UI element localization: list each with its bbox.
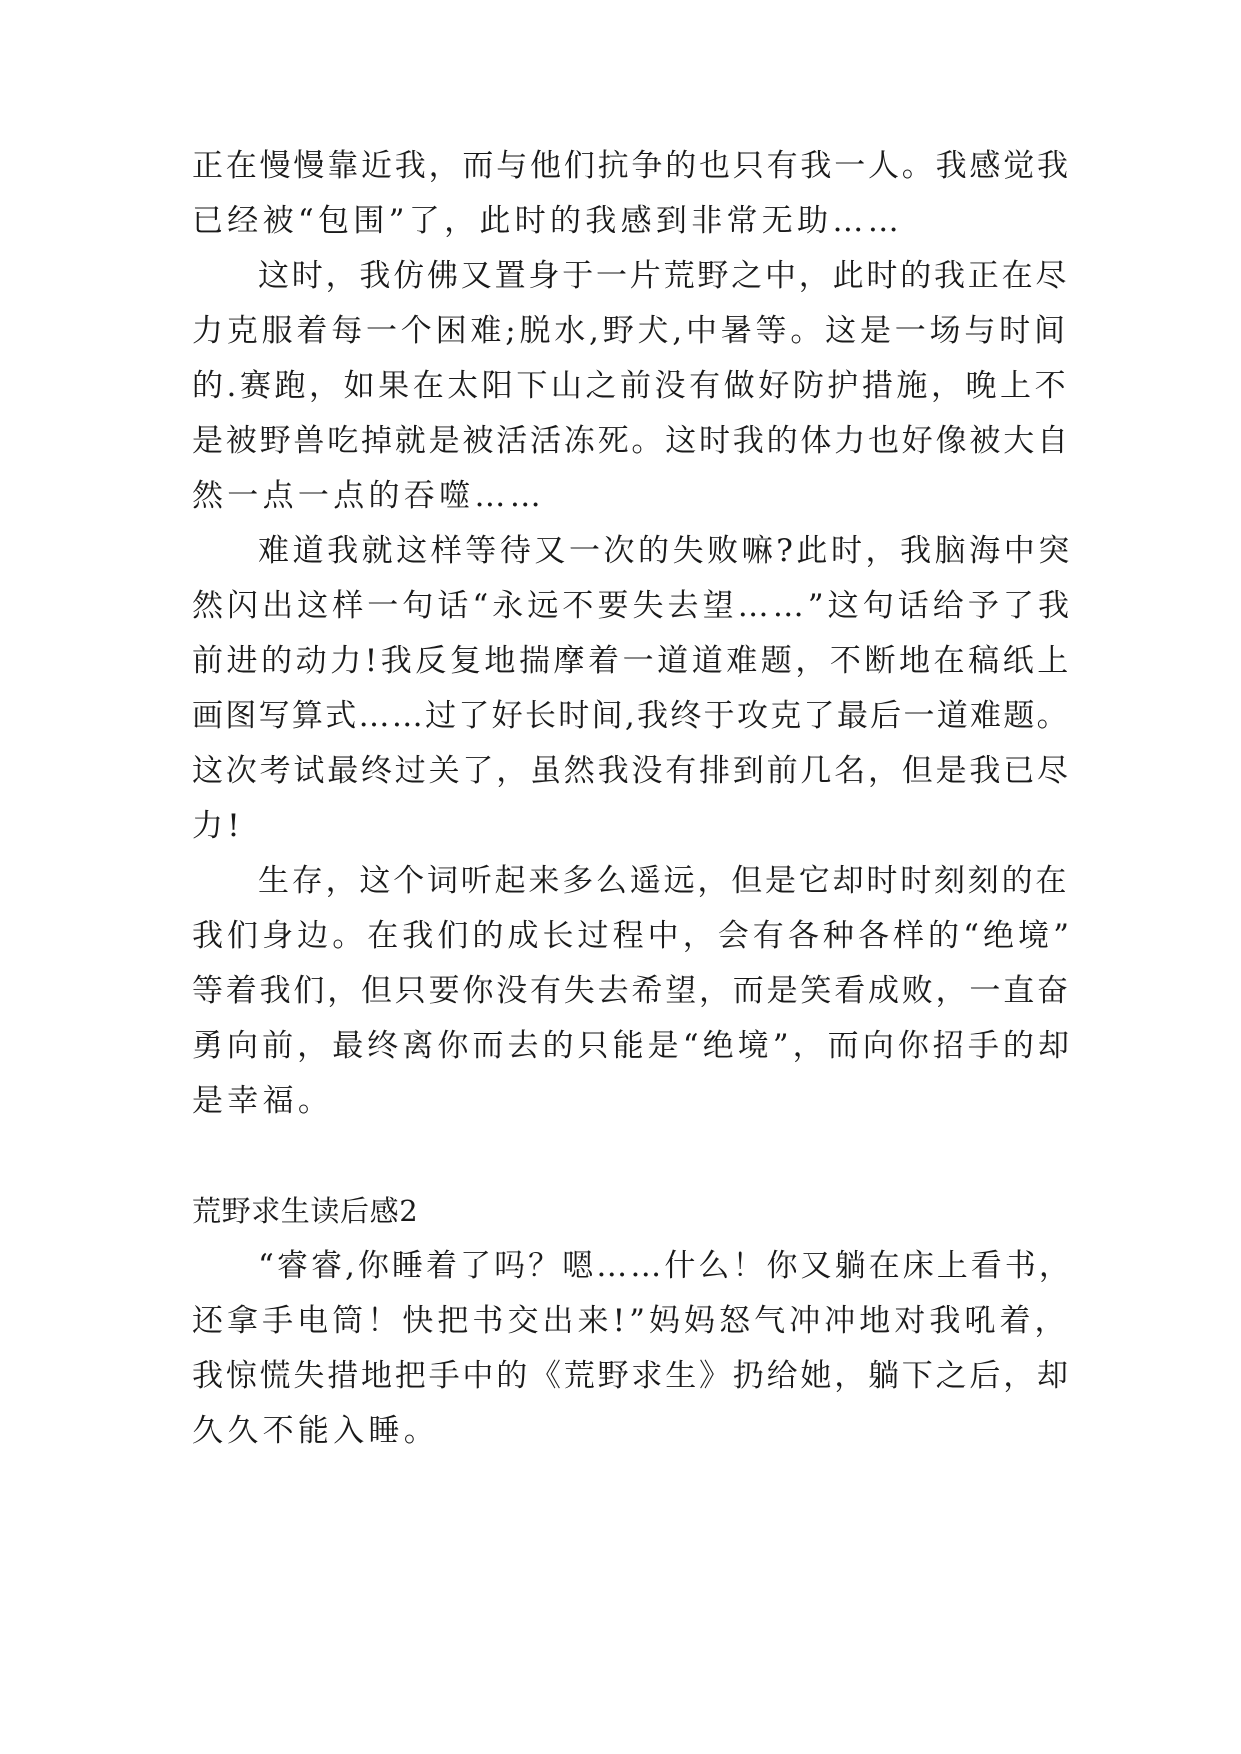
text-line: 力克服着每一个困难;脱水,野犬,中暑等。这是一场与时间 (192, 313, 1069, 349)
section-title: 荒野求生读后感2 (192, 1194, 419, 1228)
text-line: 已经被“包围”了，此时的我感到非常无助…… (192, 203, 903, 239)
text-line: 力! (192, 808, 245, 844)
text-line: 生存，这个词听起来多么遥远，但是它却时时刻刻的在 (258, 863, 1070, 899)
text-line: 还拿手电筒！快把书交出来!”妈妈怒气冲冲地对我吼着， (192, 1303, 1070, 1339)
text-line: 我们身边。在我们的成长过程中，会有各种各样的“绝境” (192, 918, 1073, 954)
text-line: 的.赛跑，如果在太阳下山之前没有做好防护措施，晚上不 (192, 368, 1070, 404)
text-line: 画图写算式……过了好长时间,我终于攻克了最后一道难题。 (192, 698, 1070, 734)
text-line: 难道我就这样等待又一次的失败嘛?此时，我脑海中突 (258, 533, 1073, 569)
text-line: 正在慢慢靠近我，而与他们抗争的也只有我一人。我感觉我 (192, 148, 1071, 184)
text-line: 我惊慌失措地把手中的《荒野求生》扔给她，躺下之后，却 (192, 1358, 1071, 1394)
text-line: 久久不能入睡。 (192, 1413, 440, 1449)
text-line: “睿睿,你睡着了吗？嗯……什么！你又躺在床上看书， (258, 1248, 1073, 1284)
text-line: 是幸福。 (192, 1083, 334, 1119)
text-line: 然闪出这样一句话“永远不要失去望……”这句话给予了我 (192, 588, 1073, 624)
text-line: 这时，我仿佛又置身于一片荒野之中，此时的我正在尽 (258, 258, 1070, 294)
text-line: 然一点一点的吞噬…… (192, 478, 545, 514)
text-line: 这次考试最终过关了，虽然我没有排到前几名，但是我已尽 (192, 753, 1071, 789)
text-line: 是被野兽吃掉就是被活活冻死。这时我的体力也好像被大自 (192, 423, 1071, 459)
text-line: 等着我们，但只要你没有失去希望，而是笑看成败，一直奋 (192, 973, 1071, 1009)
text-line: 前进的动力!我反复地揣摩着一道道难题，不断地在稿纸上 (192, 643, 1072, 679)
text-line: 勇向前，最终离你而去的只能是“绝境”，而向你招手的却 (192, 1028, 1073, 1064)
